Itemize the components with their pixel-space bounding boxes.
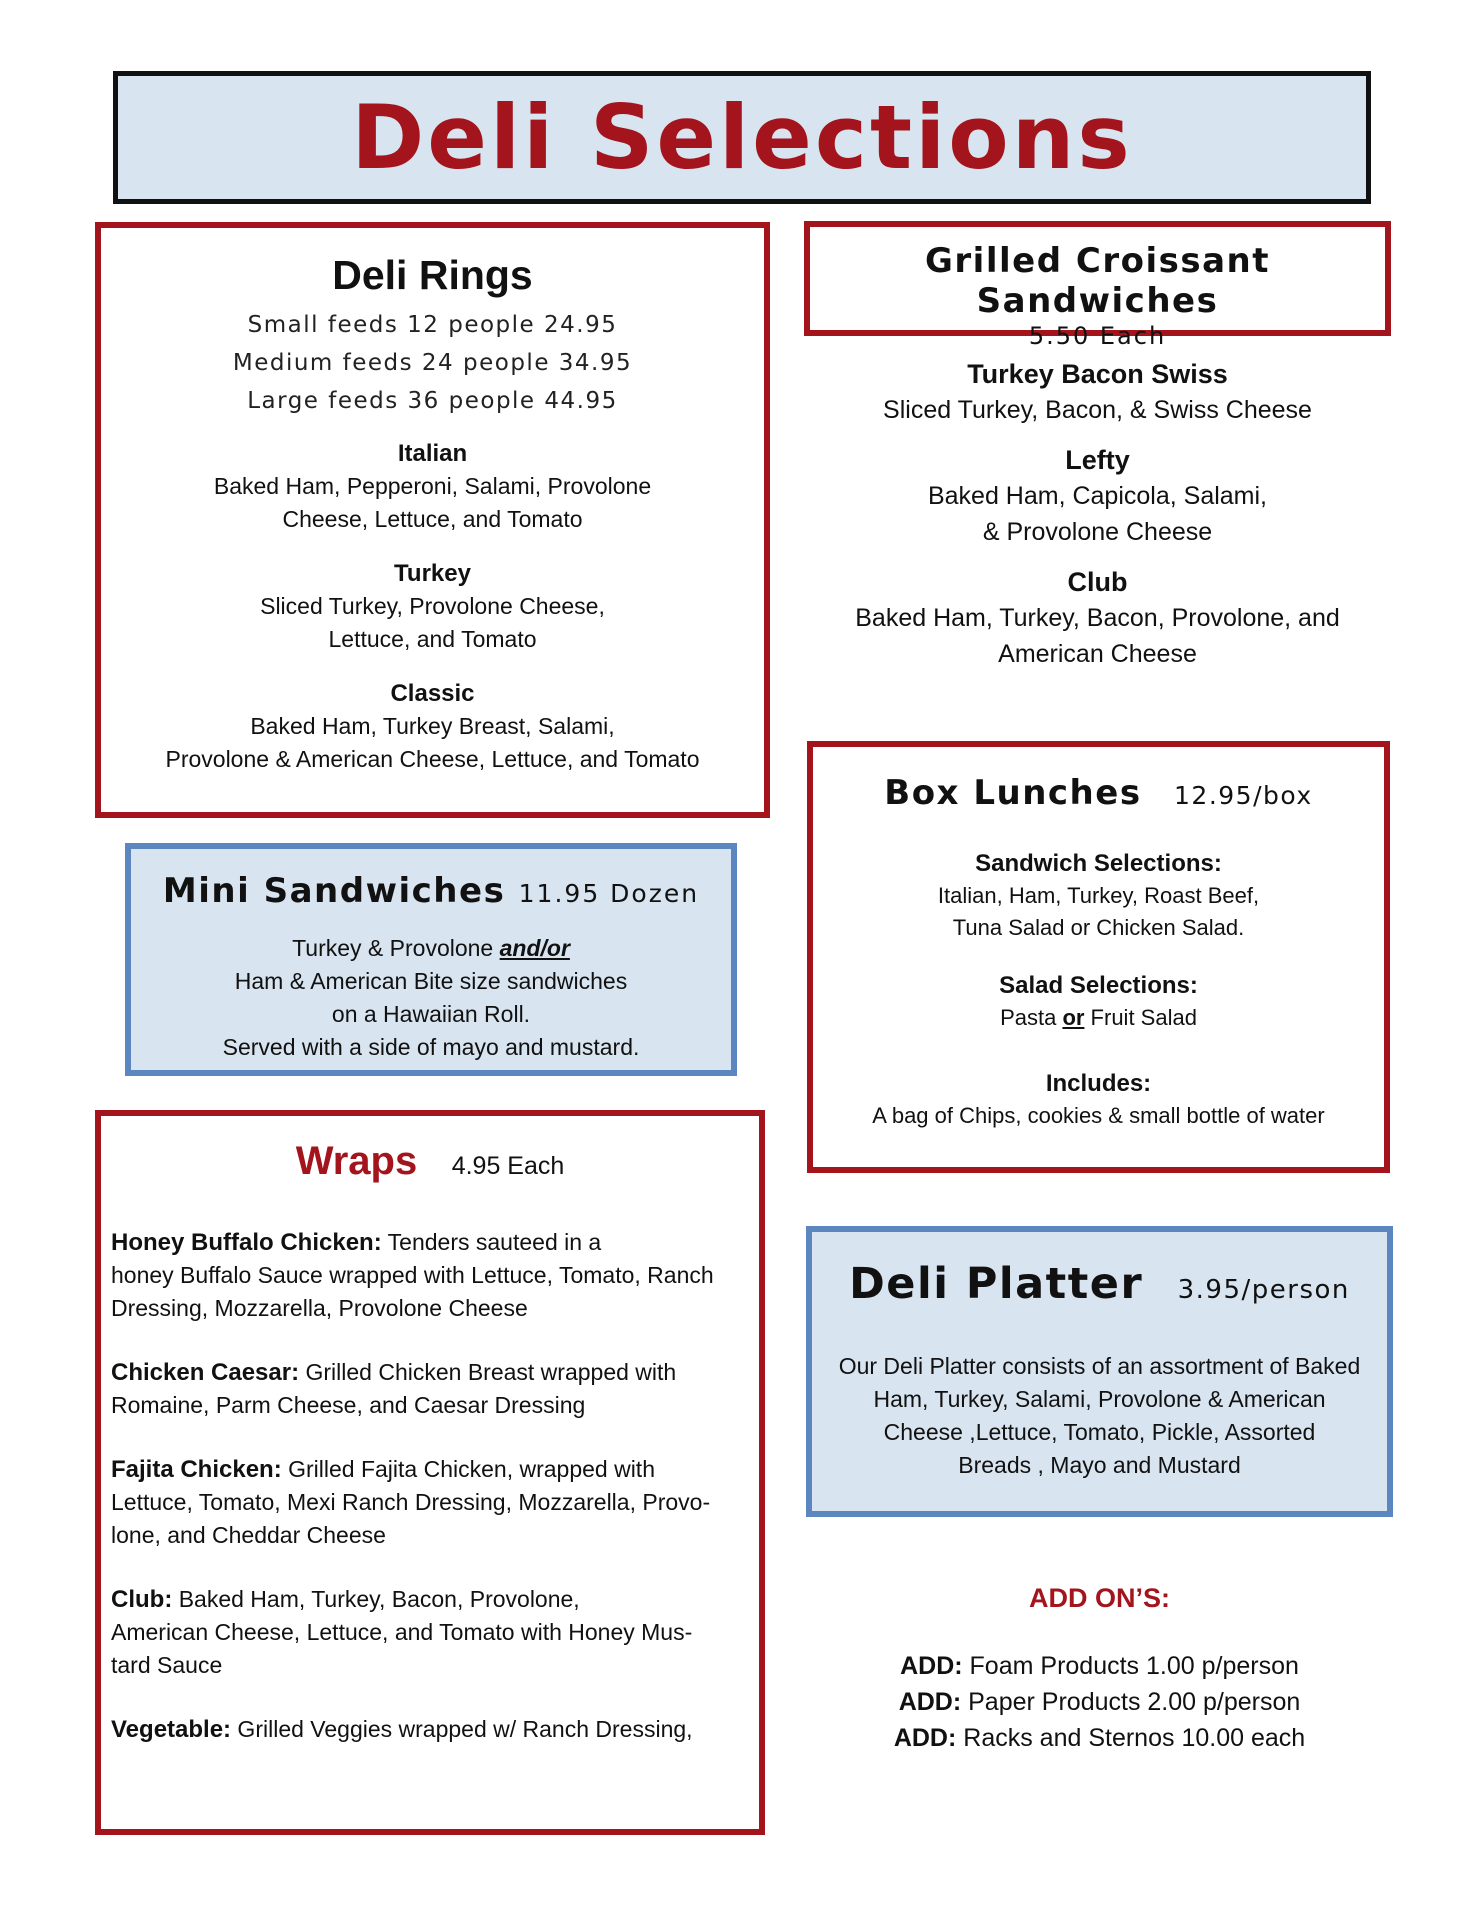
salad-option-b: Fruit Salad	[1084, 1005, 1197, 1030]
includes	[813, 1068, 1384, 1132]
platter-price: 3.95/person	[1177, 1275, 1350, 1305]
wrap-item-vegetable	[111, 1713, 749, 1746]
addon-racks	[806, 1720, 1393, 1756]
ring-item-turkey	[101, 558, 764, 656]
deli-rings-tiers	[101, 306, 764, 420]
addon-label: ADD:	[898, 1688, 962, 1716]
item-desc: Provolone & American Cheese, Lettuce, and Tomato	[165, 746, 700, 772]
croissant-item-lefty	[804, 442, 1391, 550]
item-desc: Sliced Turkey, Bacon, & Swiss Cheese	[883, 396, 1312, 424]
salad-option-a: Pasta	[1000, 1005, 1063, 1030]
box-lunches-section	[807, 741, 1390, 1173]
box-lunches-header	[813, 771, 1384, 822]
wrap-name: Club:	[111, 1586, 173, 1613]
sandwich-selections	[813, 848, 1384, 944]
mini-header	[131, 869, 731, 916]
wrap-text: Tenders sauteed in a	[381, 1229, 602, 1255]
box-lunches-price: 12.95/box	[1174, 781, 1313, 810]
item-desc: Baked Ham, Pepperoni, Salami, Provolone	[213, 473, 652, 499]
platter-heading: Deli Platter	[849, 1259, 1144, 1309]
wraps-section	[95, 1110, 765, 1835]
salad-or: or	[1062, 1005, 1085, 1030]
platter-header	[812, 1256, 1387, 1322]
platter-line: Cheese ,Lettuce, Tomato, Pickle, Assorted	[883, 1419, 1316, 1445]
croissant-heading: Grilled Croissant Sandwiches	[925, 241, 1270, 321]
wrap-line: honey Buffalo Sauce wrapped with Lettuce, Tomato, Ranch	[111, 1262, 714, 1288]
wraps-header	[111, 1136, 749, 1195]
includes-heading: Includes:	[1045, 1070, 1152, 1097]
item-desc: Sliced Turkey, Provolone Cheese,	[260, 593, 605, 619]
wrap-name: Fajita Chicken:	[111, 1456, 282, 1483]
tier-medium: Medium feeds 24 people 34.95	[232, 350, 633, 376]
item-desc: Lettuce, and Tomato	[328, 626, 537, 652]
wrap-item-chicken-caesar	[111, 1356, 749, 1422]
title-banner	[113, 71, 1371, 204]
wrap-line: lone, and Cheddar Cheese	[111, 1522, 386, 1548]
addon-text: Paper Products 2.00 p/person	[961, 1688, 1301, 1716]
tier-large: Large feeds 36 people 44.95	[247, 388, 618, 414]
item-name: Club	[1067, 567, 1128, 597]
wrap-item-fajita-chicken	[111, 1453, 749, 1552]
wrap-line: Lettuce, Tomato, Mexi Ranch Dressing, Mozzarella, Provo-	[111, 1489, 711, 1515]
platter-line: Breads , Mayo and Mustard	[958, 1452, 1241, 1478]
item-name: Turkey Bacon Swiss	[967, 359, 1228, 389]
wrap-text: Grilled Fajita Chicken, wrapped with	[281, 1456, 655, 1482]
item-name: Turkey	[394, 560, 471, 587]
sandwich-selections-line: Italian, Ham, Turkey, Roast Beef,	[937, 883, 1260, 908]
wrap-name: Vegetable:	[111, 1716, 232, 1743]
mini-line: Served with a side of mayo and mustard.	[222, 1034, 640, 1060]
mini-line	[131, 932, 731, 965]
item-desc: American Cheese	[998, 640, 1197, 668]
wraps-price: 4.95 Each	[451, 1152, 565, 1180]
item-name: Lefty	[1065, 445, 1130, 475]
mini-description	[131, 932, 731, 1064]
platter-description	[812, 1350, 1387, 1482]
item-desc: Baked Ham, Turkey, Bacon, Provolone, and	[855, 604, 1340, 632]
croissant-items	[804, 356, 1391, 686]
box-lunches-heading: Box Lunches	[884, 773, 1142, 813]
item-name: Italian	[397, 440, 468, 467]
croissant-item-turkey-bacon-swiss	[804, 356, 1391, 428]
tier-small: Small feeds 12 people 24.95	[247, 312, 618, 338]
croissant-item-club	[804, 564, 1391, 672]
item-desc: Baked Ham, Turkey Breast, Salami,	[250, 713, 615, 739]
sandwich-selections-heading: Sandwich Selections:	[975, 850, 1222, 877]
addon-label: ADD:	[900, 1652, 963, 1680]
wrap-name: Chicken Caesar:	[111, 1359, 300, 1386]
mini-sandwiches-section	[125, 843, 737, 1076]
ring-item-italian	[101, 438, 764, 536]
deli-rings-section	[95, 222, 770, 818]
platter-line: Ham, Turkey, Salami, Provolone & American	[873, 1386, 1326, 1412]
wrap-item-honey-buffalo	[111, 1226, 749, 1325]
mini-price: 11.95 Dozen	[518, 879, 700, 908]
item-desc: Cheese, Lettuce, and Tomato	[282, 506, 583, 532]
mini-heading: Mini Sandwiches	[162, 871, 506, 911]
salad-selections-line	[813, 1002, 1384, 1034]
includes-line: A bag of Chips, cookies & small bottle of water	[872, 1103, 1325, 1128]
deli-platter-section	[806, 1226, 1393, 1517]
wrap-text: Grilled Veggies wrapped w/ Ranch Dressing,	[231, 1716, 693, 1742]
wrap-line: American Cheese, Lettuce, and Tomato with Honey Mus-	[111, 1619, 693, 1645]
addon-foam	[806, 1648, 1393, 1684]
ring-item-classic	[101, 678, 764, 776]
wrap-text: Grilled Chicken Breast wrapped with	[299, 1359, 677, 1385]
salad-selections-heading: Salad Selections:	[999, 972, 1198, 999]
item-name: Classic	[390, 680, 475, 707]
wrap-line: Romaine, Parm Cheese, and Caesar Dressing	[111, 1392, 586, 1418]
addons-heading: ADD ON’S:	[1029, 1583, 1170, 1613]
croissant-price: 5.50 Each	[1028, 322, 1167, 350]
salad-selections	[813, 970, 1384, 1034]
addon-text: Foam Products 1.00 p/person	[962, 1652, 1299, 1680]
mini-line-text: Turkey & Provolone	[292, 935, 500, 961]
wrap-name: Honey Buffalo Chicken:	[111, 1229, 382, 1256]
wrap-item-club	[111, 1583, 749, 1682]
sandwich-selections-line: Tuna Salad or Chicken Salad.	[952, 915, 1245, 940]
platter-line: Our Deli Platter consists of an assortment of Baked	[838, 1353, 1361, 1379]
mini-line: on a Hawaiian Roll.	[331, 1001, 531, 1027]
wrap-line: tard Sauce	[111, 1652, 223, 1678]
mini-line: Ham & American Bite size sandwiches	[234, 968, 628, 994]
addons-section	[806, 1580, 1393, 1756]
addon-paper	[806, 1684, 1393, 1720]
wrap-text: Baked Ham, Turkey, Bacon, Provolone,	[172, 1586, 580, 1612]
wraps-heading: Wraps	[295, 1139, 418, 1183]
item-desc: Baked Ham, Capicola, Salami,	[927, 482, 1268, 510]
mini-and-or: and/or	[499, 935, 570, 961]
addon-label: ADD:	[893, 1724, 957, 1752]
item-desc: & Provolone Cheese	[982, 518, 1213, 546]
deli-rings-heading: Deli Rings	[332, 252, 533, 298]
wrap-line: Dressing, Mozzarella, Provolone Cheese	[111, 1295, 528, 1321]
croissant-header	[804, 221, 1391, 350]
addon-text: Racks and Sternos 10.00 each	[956, 1724, 1306, 1752]
page-title: Deli Selections	[351, 86, 1133, 189]
